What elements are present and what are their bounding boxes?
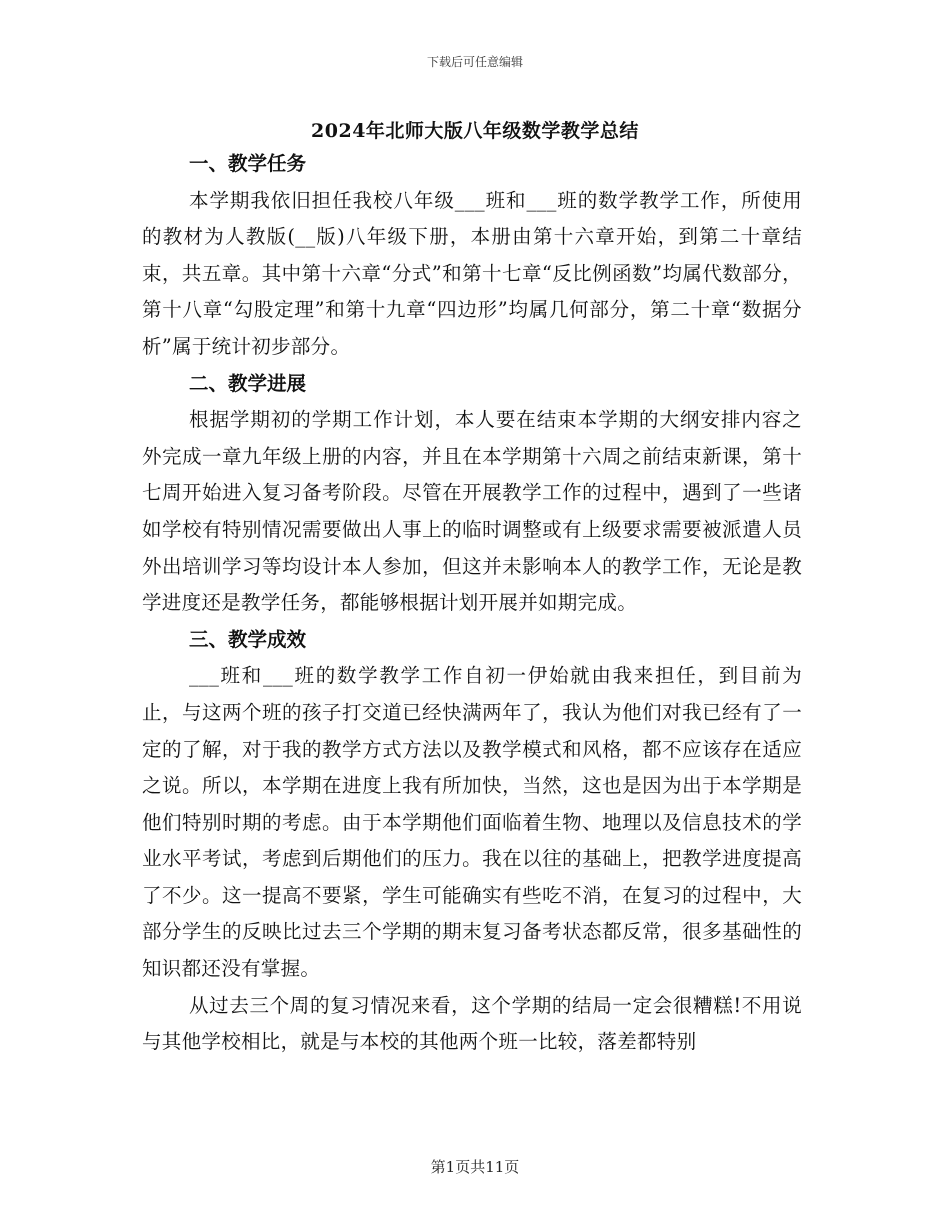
section-heading-results: 三、教学成效: [189, 627, 307, 651]
paragraph-tasks: 本学期我依旧担任我校八年级___班和___班的数学教学工作，所使用的教材为人教版(__版)八年级下册，本册由第十六章开始，到第二十章结束，共五章。其中第十六章“分式”和第十七章“反比例函数”均属代数部分，第十八章“勾股定理”和第十九章“四边形”均属几何部分，第二十章“数据分析”属于统计初步部分。: [142, 188, 802, 358]
section-heading-progress: 二、教学进展: [189, 371, 307, 395]
document-body: [142, 146, 802, 1061]
paragraph-progress: 根据学期初的学期工作计划，本人要在结束本学期的大纲安排内容之外完成一章九年级上册的内容，并且在本学期第十六周之前结束新课，第十七周开始进入复习备考阶段。尽管在开展教学工作的过程中，遇到了一些诸如学校有特别情况需要做出人事上的临时调整或有上级要求需要被派遣人员外出培训学习等均设计本人参加，但这并未影响本人的教学工作，无论是教学进度还是教学任务，都能够根据计划开展并如期完成。: [142, 408, 802, 615]
header-note: 下载后可任意编辑: [426, 55, 523, 69]
paragraph-results-1: ___班和___班的数学教学工作自初一伊始就由我来担任，到目前为止，与这两个班的孩子打交道已经快满两年了，我认为他们对我已经有了一定的了解，对于我的教学方式方法以及教学模式和风格，都不应该存在适应之说。所以，本学期在进度上我有所加快，当然，这也是因为出于本学期是他们特别时期的考虑。由于本学期他们面临着生物、地理以及信息技术的学业水平考试，考虑到后期他们的压力。我在以往的基础上，把教学进度提高了不少。这一提高不要紧，学生可能确实有些吃不消，在复习的过程中，大部分学生的反映比过去三个学期的期末复习备考状态都反常，很多基础性的知识都还没有掌握。: [142, 664, 802, 981]
document-title: 2024年北师大版八年级数学教学总结: [311, 120, 639, 142]
paragraph-results-2: 从过去三个周的复习情况来看，这个学期的结局一定会很糟糕!不用说与其他学校相比，就是与本校的其他两个班一比较，落差都特别: [142, 993, 802, 1054]
page-number: 第1页共11页: [430, 1158, 520, 1176]
section-heading-tasks: 一、教学任务: [189, 152, 307, 175]
